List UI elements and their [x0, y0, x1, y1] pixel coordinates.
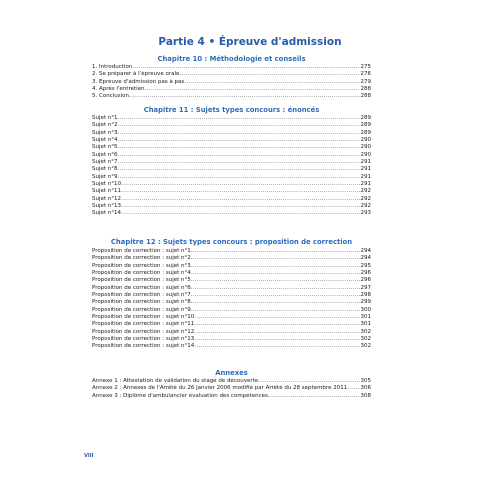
dot-leader [184, 79, 359, 86]
toc-entry-label: Proposition de correction : sujet n°12 [92, 328, 195, 335]
toc-entry-label: Proposition de correction : sujet n°4 [92, 270, 191, 277]
toc-entry-page: 308 [360, 392, 371, 399]
toc-entry-page: 289 [360, 115, 371, 121]
toc-entry-page: 279 [360, 78, 371, 85]
toc-entry [92, 196, 371, 203]
toc-entry [92, 393, 371, 400]
toc-entry-page: 302 [360, 336, 371, 343]
toc-entry [92, 336, 371, 343]
toc-entry-page: 296 [360, 277, 371, 284]
dot-leader [118, 122, 360, 129]
toc-entry [92, 93, 371, 100]
toc-entry-label: Proposition de correction : sujet n°8 [92, 299, 191, 306]
toc-entry-label: Sujet n°13 [92, 203, 122, 210]
toc-entry [92, 166, 371, 173]
toc-entry [92, 130, 371, 137]
dot-leader [145, 86, 360, 93]
toc-entry-page: 292 [360, 203, 371, 210]
toc-entry-label: Sujet n°4 [92, 137, 118, 144]
toc-entry [92, 188, 371, 195]
dot-leader [118, 144, 360, 151]
toc-entry-label: Proposition de correction : sujet n°1 [92, 248, 191, 254]
toc-entry [92, 343, 371, 350]
toc-entry [92, 314, 371, 321]
toc-entry [92, 277, 371, 284]
toc-entry [92, 79, 371, 86]
toc-entry-page: 290 [360, 151, 371, 158]
toc-entry-page: 297 [360, 284, 371, 291]
toc-entry-label: Sujet n°11 [92, 188, 122, 195]
toc-entry-page: 291 [360, 181, 371, 188]
toc-entry-label: Proposition de correction : sujet n°10 [92, 314, 195, 321]
toc-entry [92, 292, 371, 299]
toc-entry-page: 305 [360, 378, 371, 384]
toc-entry-page: 301 [360, 314, 371, 321]
toc-entry [92, 210, 371, 217]
toc-entry [92, 378, 371, 385]
toc-entry-page: 302 [360, 343, 371, 350]
toc-entry [92, 122, 371, 129]
toc-entry-page: 306 [360, 385, 371, 392]
toc-entry [92, 115, 371, 122]
toc-entry-page: 299 [360, 299, 371, 306]
dot-leader [121, 181, 359, 188]
toc-entry-label: Sujet n°1 [92, 115, 118, 121]
dot-leader [191, 248, 360, 255]
toc-entry-page: 302 [360, 328, 371, 335]
annexes-entries [92, 378, 371, 400]
toc-entry-page: 300 [360, 306, 371, 313]
toc-entry-label: Proposition de correction : sujet n°2 [92, 255, 191, 262]
chapter-10-entries [92, 64, 371, 101]
toc-entry-page: 293 [360, 210, 371, 217]
toc-entry-page: 295 [360, 262, 371, 269]
toc-entry-page: 294 [360, 255, 371, 262]
dot-leader [191, 277, 360, 284]
dot-leader [118, 166, 360, 173]
dot-leader [132, 64, 359, 71]
toc-entry-label: 3. Épreuve d'admission pas à pas [92, 78, 185, 85]
toc-entry-label: Sujet n°8 [92, 166, 118, 173]
toc-entry-label: Proposition de correction : sujet n°9 [92, 306, 191, 313]
toc-entry-label: Sujet n°9 [92, 173, 118, 180]
dot-leader [118, 152, 360, 159]
toc-entry [92, 255, 371, 262]
toc-entry-page: 290 [360, 137, 371, 144]
dot-leader [194, 314, 359, 321]
dot-leader [258, 378, 359, 385]
toc-entry-page: 294 [360, 248, 371, 254]
dot-leader [121, 203, 359, 210]
dot-leader [118, 137, 360, 144]
toc-entry [92, 86, 371, 93]
toc-entry-label: Sujet n°14 [92, 210, 122, 217]
dot-leader [129, 93, 360, 100]
annexes-title: Annexes [215, 369, 248, 377]
toc-entry-label: Sujet n°7 [92, 159, 118, 166]
toc-entry-page: 276 [360, 71, 371, 78]
toc-entry-page: 288 [360, 86, 371, 93]
toc-entry [92, 263, 371, 270]
toc-entry-label: 4. Après l'entretien [92, 86, 145, 93]
part-title: Partie 4 • Épreuve d'admission [158, 36, 342, 48]
toc-entry [92, 152, 371, 159]
toc-entry-page: 275 [360, 64, 371, 70]
dot-leader [121, 196, 359, 203]
toc-entry-label: Annexe 2 : Annexes de l'Arrêté du 26 janvier 2006 modifié par Arrêté du 28 septembre 2011 [92, 385, 348, 392]
toc-entry-label: Sujet n°2 [92, 122, 118, 129]
toc-entry-page: 298 [360, 292, 371, 299]
toc-entry-label: Proposition de correction : sujet n°14 [92, 343, 195, 350]
dot-leader [191, 292, 360, 299]
toc-entry [92, 385, 371, 392]
dot-leader [191, 307, 360, 314]
dot-leader [194, 336, 359, 343]
toc-entry [92, 307, 371, 314]
toc-entry-label: 2. Se préparer à l'épreuve orale [92, 71, 180, 78]
toc-entry-page: 291 [360, 166, 371, 173]
toc-entry-label: Sujet n°12 [92, 195, 122, 202]
toc-entry-label: Proposition de correction : sujet n°5 [92, 277, 191, 284]
dot-leader [194, 321, 359, 328]
toc-entry [92, 329, 371, 336]
dot-leader [179, 71, 359, 78]
toc-entry [92, 203, 371, 210]
toc-entry-label: Sujet n°6 [92, 151, 118, 158]
toc-entry-page: 301 [360, 321, 371, 328]
chapter-12-title: Chapitre 12 : Sujets types concours : proposition de correction [110, 238, 353, 246]
toc-entry [92, 137, 371, 144]
toc-entry-page: 291 [360, 173, 371, 180]
dot-leader [118, 159, 360, 166]
dot-leader [194, 343, 359, 350]
toc-entry-page: 291 [360, 159, 371, 166]
chapter-11-title: Chapitre 11 : Sujets types concours : énoncés [143, 106, 320, 114]
toc-entry-label: Annexe 1 : Attestation de validation du stage de découverte [92, 378, 259, 384]
toc-entry-page: 288 [360, 93, 371, 100]
chapter-12-entries [92, 248, 371, 351]
toc-entry [92, 285, 371, 292]
dot-leader [121, 210, 359, 217]
toc-entry-label: Proposition de correction : sujet n°7 [92, 292, 191, 299]
toc-entry-label: Proposition de correction : sujet n°11 [92, 321, 195, 328]
toc-entry [92, 270, 371, 277]
toc-entry [92, 144, 371, 151]
page-folio: VIII [84, 453, 94, 459]
toc-entry-label: 5. Conclusion [92, 93, 129, 100]
toc-entry-page: 290 [360, 144, 371, 151]
toc-entry-label: Sujet n°3 [92, 129, 118, 136]
dot-leader [191, 255, 360, 262]
toc-entry-page: 289 [360, 129, 371, 136]
dot-leader [118, 115, 360, 122]
dot-leader [121, 188, 359, 195]
dot-leader [268, 393, 360, 400]
chapter-10-title: Chapitre 10 : Méthodologie et conseils [157, 55, 306, 63]
toc-entry-label: Proposition de correction : sujet n°13 [92, 336, 195, 343]
toc-entry-page: 292 [360, 188, 371, 195]
dot-leader [191, 270, 360, 277]
dot-leader [118, 130, 360, 137]
dot-leader [347, 385, 359, 392]
toc-entry-label: Sujet n°5 [92, 144, 118, 151]
toc-entry [92, 248, 371, 255]
toc-entry-label: 1. Introduction [92, 64, 133, 70]
toc-entry-page: 292 [360, 195, 371, 202]
toc-entry-label: Sujet n°10 [92, 181, 122, 188]
toc-entry [92, 174, 371, 181]
dot-leader [194, 329, 359, 336]
toc-entry [92, 71, 371, 78]
chapter-11-entries [92, 115, 371, 218]
dot-leader [191, 299, 360, 306]
toc-entry-page: 296 [360, 270, 371, 277]
toc-entry [92, 181, 371, 188]
dot-leader [191, 263, 360, 270]
toc-entry [92, 321, 371, 328]
toc-entry-label: Proposition de correction : sujet n°6 [92, 284, 191, 291]
toc-entry-label: Proposition de correction : sujet n°3 [92, 262, 191, 269]
dot-leader [118, 174, 360, 181]
toc-entry [92, 299, 371, 306]
dot-leader [191, 285, 360, 292]
toc-entry-label: Annexe 3 : Diplôme d'ambulancier évaluation des compétences [92, 392, 268, 399]
toc-entry [92, 64, 371, 71]
toc-entry-page: 289 [360, 122, 371, 129]
toc-entry [92, 159, 371, 166]
